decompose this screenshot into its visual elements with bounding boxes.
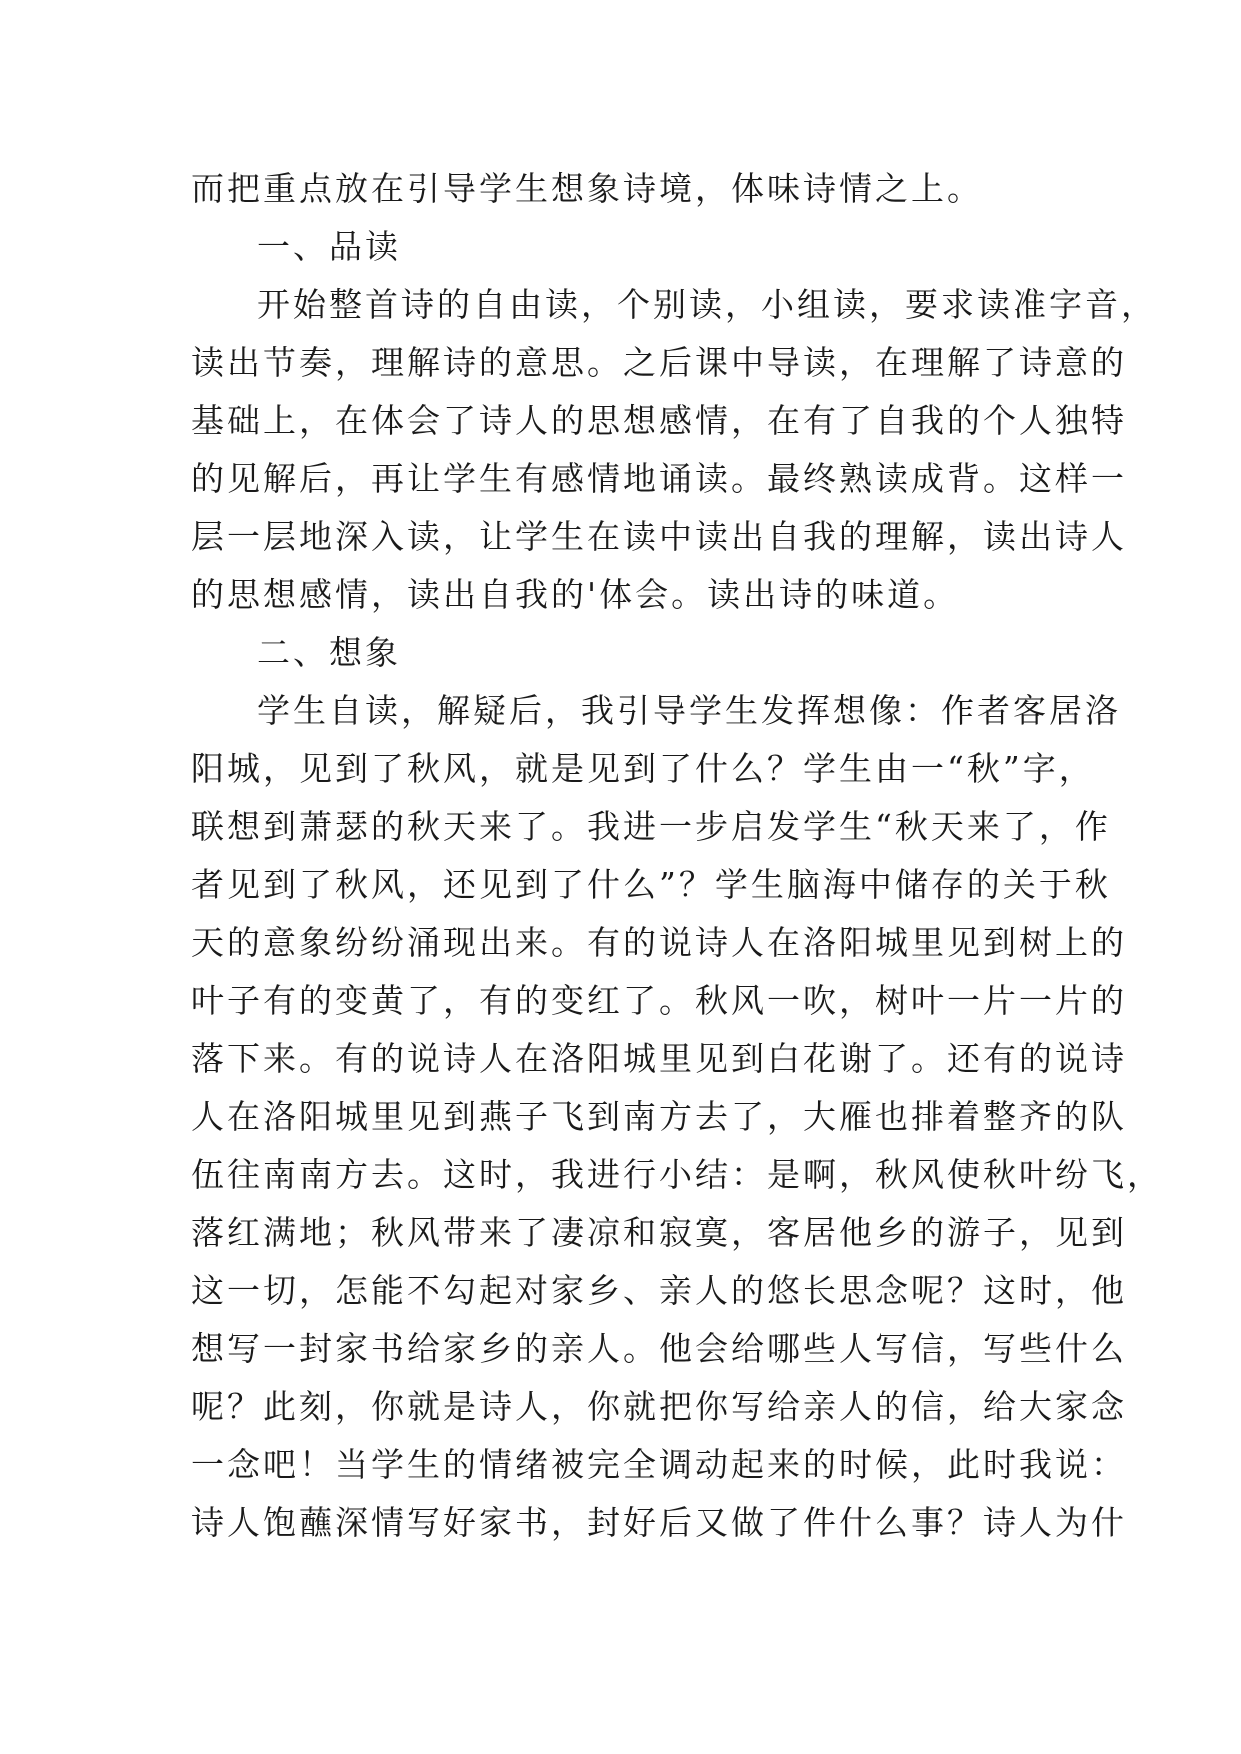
- paragraph-line: 阳城，见到了秋风，就是见到了什么？学生由一“秋”字，: [191, 749, 1095, 788]
- section-heading-reading: 一、品读: [257, 227, 401, 266]
- section-heading-imagination: 二、想象: [257, 633, 401, 672]
- paragraph-line: 而把重点放在引导学生想象诗境，体味诗情之上。: [191, 169, 983, 208]
- paragraph-line: 的见解后，再让学生有感情地诵读。最终熟读成背。这样一: [191, 459, 1127, 498]
- paragraph-line: 人在洛阳城里见到燕子飞到南方去了，大雁也排着整齐的队: [191, 1097, 1127, 1136]
- paragraph-line: 的思想感情，读出自我的'体会。读出诗的味道。: [191, 575, 960, 614]
- paragraph-line: 落红满地；秋风带来了凄凉和寂寞，客居他乡的游子，见到: [191, 1213, 1127, 1252]
- paragraph-line: 一念吧！当学生的情绪被完全调动起来的时候，此时我说：: [191, 1445, 1127, 1484]
- paragraph-line: 层一层地深入读，让学生在读中读出自我的理解，读出诗人: [191, 517, 1127, 556]
- paragraph-line: 诗人饱蘸深情写好家书，封好后又做了件什么事？诗人为什: [191, 1503, 1127, 1542]
- document-body: [191, 160, 1163, 1552]
- paragraph-line: 联想到萧瑟的秋天来了。我进一步启发学生“秋天来了，作: [191, 807, 1111, 846]
- paragraph-line: 叶子有的变黄了，有的变红了。秋风一吹，树叶一片一片的: [191, 981, 1127, 1020]
- paragraph-line: 伍往南南方去。这时，我进行小结：是啊，秋风使秋叶纷飞，: [191, 1155, 1163, 1194]
- paragraph-line: 落下来。有的说诗人在洛阳城里见到白花谢了。还有的说诗: [191, 1039, 1127, 1078]
- paragraph-line: 学生自读，解疑后，我引导学生发挥想像：作者客居洛: [257, 691, 1121, 730]
- paragraph-line: 基础上，在体会了诗人的思想感情，在有了自我的个人独特: [191, 401, 1127, 440]
- paragraph-line: 开始整首诗的自由读，个别读，小组读，要求读准字音，: [257, 285, 1157, 324]
- paragraph-line: 这一切，怎能不勾起对家乡、亲人的悠长思念呢？这时，他: [191, 1271, 1127, 1310]
- paragraph-line: 读出节奏，理解诗的意思。之后课中导读，在理解了诗意的: [191, 343, 1127, 382]
- paragraph-line: 想写一封家书给家乡的亲人。他会给哪些人写信，写些什么: [191, 1329, 1127, 1368]
- paragraph-line: 天的意象纷纷涌现出来。有的说诗人在洛阳城里见到树上的: [191, 923, 1127, 962]
- paragraph-line: 者见到了秋风，还见到了什么”？学生脑海中储存的关于秋: [191, 865, 1111, 904]
- paragraph-line: 呢？此刻，你就是诗人，你就把你写给亲人的信，给大家念: [191, 1387, 1127, 1426]
